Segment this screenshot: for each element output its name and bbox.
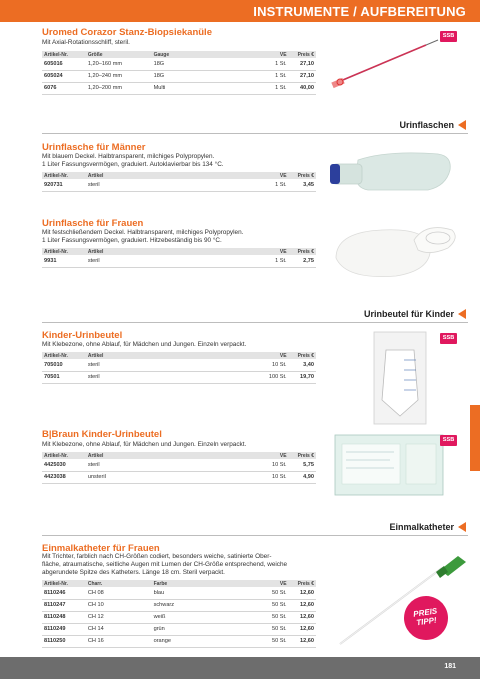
desc-line: 1 Liter Fassungsvermögen, graduiert. Hitzebeständig bis 90 °C. <box>42 237 222 245</box>
table-cell: 27,10 <box>289 70 316 82</box>
kinder-urinbeutel-image <box>370 330 430 426</box>
desc-line: 1 Liter Fassungsvermögen, graduiert. Autoklavierbar bis 134 °C. <box>42 161 224 169</box>
desc-line: Mit blauem Deckel. Halbtransparent, milchiges Polypropylen. <box>42 153 215 160</box>
product-desc-biopsy <box>42 39 317 47</box>
table-header-row <box>42 172 316 179</box>
product-table-biopsy <box>42 51 316 95</box>
product-table-einmalkatheter <box>42 580 316 648</box>
table-cell: 1 St. <box>250 58 288 70</box>
table-cell: steril <box>86 179 250 191</box>
page-number: 181 <box>444 663 456 670</box>
table-row <box>42 587 316 599</box>
table-cell: 40,00 <box>289 82 316 94</box>
table-cell: 10 St. <box>250 471 288 483</box>
table-cell: 1,20–160 mm <box>86 58 152 70</box>
table-cell: 1,20–240 mm <box>86 70 152 82</box>
table-cell: steril <box>86 459 250 471</box>
section-heading-urinbeutel <box>364 309 466 319</box>
table-row <box>42 255 316 267</box>
table-header-cell: Artikel <box>86 248 250 255</box>
table-row <box>42 459 316 471</box>
table-cell: 8110246 <box>42 587 86 599</box>
table-cell: 1 St. <box>250 255 288 267</box>
table-header-cell: Artikel-Nr. <box>42 51 86 58</box>
table-cell: 12,60 <box>289 635 316 647</box>
table-cell: 8110247 <box>42 599 86 611</box>
product-desc-urinflasche-maenner <box>42 153 317 169</box>
table-cell: 50 St. <box>250 599 288 611</box>
table-cell: steril <box>86 371 250 383</box>
product-desc-kinder-urinbeutel <box>42 341 317 349</box>
product-title-urinflasche-maenner: Urinflasche für Männer <box>42 142 146 153</box>
table-cell: 3,40 <box>289 359 316 371</box>
product-table-bbraun-urinbeutel <box>42 452 316 484</box>
section-heading-einmalkatheter <box>389 522 466 532</box>
table-cell: 605024 <box>42 70 86 82</box>
table-header-cell: Artikel-Nr. <box>42 580 86 587</box>
product-table-kinder-urinbeutel <box>42 352 316 384</box>
table-header-cell: Preis € <box>289 51 316 58</box>
table-header-cell: Artikel-Nr. <box>42 352 86 359</box>
table-cell: 50 St. <box>250 635 288 647</box>
table-cell: CH 14 <box>86 623 152 635</box>
desc-line: Mit Klebezone, ohne Ablauf, für Mädchen und Jungen. Einzeln verpackt. <box>42 341 247 348</box>
table-header-cell: Artikel-Nr. <box>42 248 86 255</box>
table-cell: weiß <box>152 611 251 623</box>
table-cell: 12,60 <box>289 587 316 599</box>
table-cell: steril <box>86 255 250 267</box>
table-cell: 18G <box>152 58 251 70</box>
table-header-cell: Artikel <box>86 452 250 459</box>
header-bar <box>0 0 480 22</box>
table-cell: Multi <box>152 82 251 94</box>
table-header-cell: VE <box>250 452 288 459</box>
desc-line: fläche, atraumatische, seitliche Augen mit Lumen der CH-Größe entsprechend, weiche <box>42 561 288 569</box>
table-cell: 100 St. <box>250 371 288 383</box>
page-category-title: INSTRUMENTE / AUFBEREITUNG <box>253 4 466 19</box>
table-cell: 50 St. <box>250 623 288 635</box>
table-row <box>42 471 316 483</box>
product-title-bbraun-urinbeutel: B|Braun Kinder-Urinbeutel <box>42 429 162 440</box>
table-cell: CH 10 <box>86 599 152 611</box>
product-title-kinder-urinbeutel: Kinder-Urinbeutel <box>42 330 123 341</box>
product-table-urinflasche-maenner <box>42 172 316 192</box>
table-cell: 4,90 <box>289 471 316 483</box>
table-header-row <box>42 248 316 255</box>
table-cell: 6076 <box>42 82 86 94</box>
table-header-row <box>42 580 316 587</box>
product-table-urinflasche-frauen <box>42 248 316 268</box>
table-cell: CH 12 <box>86 611 152 623</box>
table-header-row <box>42 51 316 58</box>
section-divider <box>42 322 468 323</box>
table-cell: 2,75 <box>289 255 316 267</box>
table-cell: 10 St. <box>250 459 288 471</box>
ssb-badge: SSB <box>440 31 457 42</box>
table-header-cell: Gauge <box>152 51 251 58</box>
table-header-cell: Artikel-Nr. <box>42 172 86 179</box>
catheter-image <box>332 552 472 648</box>
table-row <box>42 359 316 371</box>
table-cell: unsteril <box>86 471 250 483</box>
section-label: Urinbeutel für Kinder <box>363 309 454 319</box>
table-header-cell: Größe <box>86 51 152 58</box>
table-header-cell: Artikel <box>86 352 250 359</box>
table-header-cell: Preis € <box>289 452 316 459</box>
table-cell: 27,10 <box>289 58 316 70</box>
table-header-cell: VE <box>250 580 288 587</box>
table-cell: 1 St. <box>250 82 288 94</box>
table-cell: CH 08 <box>86 587 152 599</box>
badge-line: TIPP! <box>415 615 438 628</box>
product-desc-bbraun-urinbeutel <box>42 441 317 449</box>
table-cell: 10 St. <box>250 359 288 371</box>
desc-line: Mit Trichter, farblich nach CH-Größen codiert, besonders weiche, satinierte Ober- <box>42 553 272 560</box>
male-urinal-image <box>328 142 460 200</box>
table-row <box>42 611 316 623</box>
table-header-cell: Preis € <box>289 172 316 179</box>
desc-line: Mit festschließendem Deckel. Halbtransparent, milchiges Polypropylen. <box>42 229 244 236</box>
table-cell: 8110250 <box>42 635 86 647</box>
desc-line: Mit Axial-Rotationsschliff, steril. <box>42 39 130 46</box>
table-cell: 19,70 <box>289 371 316 383</box>
table-cell: 50 St. <box>250 611 288 623</box>
table-header-cell: Artikel-Nr. <box>42 452 86 459</box>
table-header-cell: Preis € <box>289 248 316 255</box>
table-header-row <box>42 352 316 359</box>
arrow-left-icon <box>458 309 466 319</box>
table-header-cell: VE <box>250 51 288 58</box>
product-desc-einmalkatheter <box>42 553 317 578</box>
table-cell: CH 16 <box>86 635 152 647</box>
table-cell: 705010 <box>42 359 86 371</box>
table-header-cell: VE <box>250 172 288 179</box>
section-divider <box>42 133 468 134</box>
bbraun-package-image <box>334 434 444 496</box>
table-cell: 5,75 <box>289 459 316 471</box>
section-divider <box>42 535 468 536</box>
table-cell: 4423038 <box>42 471 86 483</box>
section-heading-urinflaschen <box>399 120 466 130</box>
table-cell: 1 St. <box>250 70 288 82</box>
table-header-row <box>42 452 316 459</box>
arrow-left-icon <box>458 522 466 532</box>
table-cell: 12,60 <box>289 611 316 623</box>
product-desc-urinflasche-frauen <box>42 229 317 245</box>
footer-bar <box>0 657 480 679</box>
table-cell: 920731 <box>42 179 86 191</box>
table-cell: 8110249 <box>42 623 86 635</box>
desc-line: abgerundete Spitze des Katheters. Länge 18 cm. Steril verpackt. <box>42 569 225 577</box>
table-row <box>42 623 316 635</box>
table-cell: 3,45 <box>289 179 316 191</box>
table-cell: 605016 <box>42 58 86 70</box>
table-header-cell: Preis € <box>289 580 316 587</box>
badge-line: PREIS <box>412 606 438 619</box>
table-row <box>42 179 316 191</box>
table-cell: 8110248 <box>42 611 86 623</box>
table-cell: 18G <box>152 70 251 82</box>
table-cell: schwarz <box>152 599 251 611</box>
table-cell: 12,60 <box>289 599 316 611</box>
table-header-cell: Charr. <box>86 580 152 587</box>
table-header-cell: Artikel <box>86 172 250 179</box>
table-cell: 9931 <box>42 255 86 267</box>
table-header-cell: VE <box>250 352 288 359</box>
table-row <box>42 58 316 70</box>
product-title-einmalkatheter: Einmalkatheter für Frauen <box>42 543 160 554</box>
side-tab-marker <box>470 405 480 471</box>
table-row <box>42 635 316 647</box>
table-cell: 50 St. <box>250 587 288 599</box>
product-title-biopsy: Uromed Corazor Stanz-Biopsiekanüle <box>42 27 212 38</box>
product-title-urinflasche-frauen: Urinflasche für Frauen <box>42 218 144 229</box>
table-row <box>42 70 316 82</box>
section-label: Urinflaschen <box>399 120 454 130</box>
table-header-cell: Farbe <box>152 580 251 587</box>
table-row <box>42 82 316 94</box>
desc-line: Mit Klebezone, ohne Ablauf, für Mädchen und Jungen. Einzeln verpackt. <box>42 441 247 448</box>
table-cell: 1,20–200 mm <box>86 82 152 94</box>
table-cell: grün <box>152 623 251 635</box>
table-header-cell: Preis € <box>289 352 316 359</box>
table-row <box>42 371 316 383</box>
table-cell: 1 St. <box>250 179 288 191</box>
table-cell: 70501 <box>42 371 86 383</box>
table-cell: 4425030 <box>42 459 86 471</box>
section-label: Einmalkatheter <box>389 522 454 532</box>
table-header-cell: VE <box>250 248 288 255</box>
table-cell: blau <box>152 587 251 599</box>
table-cell: orange <box>152 635 251 647</box>
ssb-badge: SSB <box>440 435 457 446</box>
ssb-badge: SSB <box>440 333 457 344</box>
table-row <box>42 599 316 611</box>
table-cell: steril <box>86 359 250 371</box>
table-cell: 12,60 <box>289 623 316 635</box>
female-urinal-image <box>326 214 462 286</box>
arrow-left-icon <box>458 120 466 130</box>
